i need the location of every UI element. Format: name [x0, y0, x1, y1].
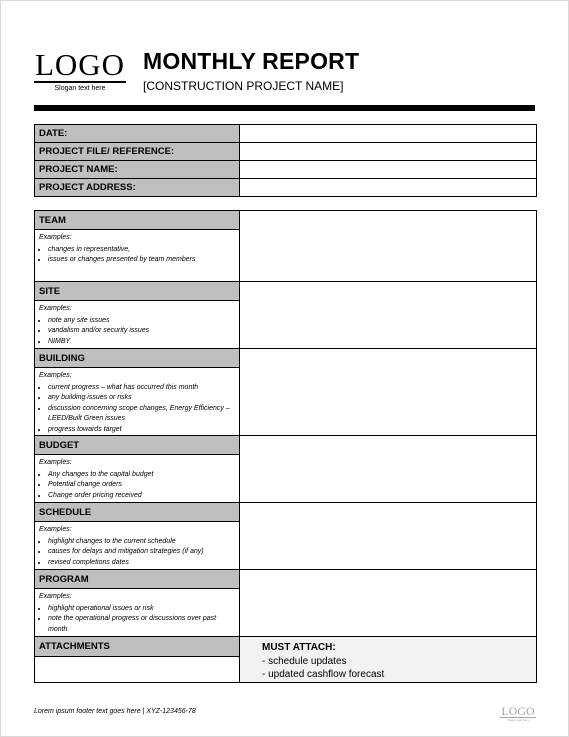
section-schedule-content[interactable]	[240, 503, 537, 570]
example-item: • any building issues or risks	[48, 393, 235, 404]
section-schedule-examples	[35, 522, 240, 570]
header-divider	[34, 105, 535, 111]
examples-label: Examples:	[39, 593, 72, 600]
info-row-name	[35, 161, 537, 179]
example-item: • causes for delays and mitigation strategies (if any)	[48, 547, 235, 558]
section-building-examples	[35, 368, 240, 436]
project-reference-field[interactable]	[240, 143, 537, 161]
examples-label: Examples:	[39, 305, 72, 312]
example-item: • highlight operational issues or risk	[48, 604, 235, 615]
project-reference-label: PROJECT FILE/ REFERENCE:	[35, 143, 240, 161]
date-label: DATE:	[35, 125, 240, 143]
section-site-content[interactable]	[240, 282, 537, 349]
section-budget-examples	[35, 455, 240, 503]
example-item: • vandalism and/or security issues	[48, 326, 235, 337]
info-row-date	[35, 125, 537, 143]
example-item: • Change order pricing received	[48, 491, 235, 502]
date-field[interactable]	[240, 125, 537, 143]
example-item: • highlight changes to the current schedule	[48, 537, 235, 548]
examples-label: Examples:	[39, 526, 72, 533]
section-team-examples	[35, 230, 240, 282]
section-site-label: SITE	[35, 282, 240, 301]
section-program-label: PROGRAM	[35, 570, 240, 589]
section-site-examples	[35, 301, 240, 349]
example-item: • revised completions dates	[48, 558, 235, 569]
footer-logo	[500, 705, 536, 722]
attachment-item: - updated cashflow forecast	[262, 669, 385, 680]
example-item: • Potential change orders	[48, 480, 235, 491]
attachment-item: - schedule updates	[262, 655, 347, 667]
section-site-header	[35, 282, 537, 301]
must-attach-heading: MUST ATTACH:	[262, 642, 336, 653]
example-item: • progress towards target	[48, 425, 235, 436]
project-name-field[interactable]	[240, 161, 537, 179]
logo-text: LOGO	[34, 47, 126, 82]
attachments-blank-cell[interactable]	[35, 656, 240, 682]
example-item: • current progress – what has occurred this month	[48, 383, 235, 394]
example-item: • issues or changes presented by team members	[48, 255, 235, 266]
section-schedule-header	[35, 503, 537, 522]
example-item: • note any site issues	[48, 316, 235, 327]
project-address-label: PROJECT ADDRESS:	[35, 179, 240, 197]
footer-text: Lorem ipsum footer text goes here | XYZ-123456-78	[34, 708, 196, 715]
section-building-header	[35, 349, 537, 368]
examples-label: Examples:	[39, 372, 72, 379]
example-item: • discussion concerning scope changes, Energy Efficiency – LEED/Built Green issues	[48, 404, 235, 425]
section-team-content[interactable]	[240, 211, 537, 282]
section-team-header	[35, 211, 537, 230]
company-logo	[34, 47, 126, 92]
section-program-examples	[35, 589, 240, 637]
footer-logo-text: LOGO	[501, 704, 535, 718]
section-budget-content[interactable]	[240, 436, 537, 503]
example-item: • note the operational progress or discussions over past month	[48, 614, 235, 635]
logo-slogan: Slogan text here	[54, 85, 106, 92]
section-building-content[interactable]	[240, 349, 537, 436]
info-row-reference	[35, 143, 537, 161]
section-program-content[interactable]	[240, 570, 537, 637]
section-attachments-label: ATTACHMENTS	[35, 637, 240, 657]
section-team-label: TEAM	[35, 211, 240, 230]
report-sections-table	[34, 210, 537, 683]
examples-label: Examples:	[39, 459, 72, 466]
section-budget-label: BUDGET	[35, 436, 240, 455]
example-item: • NIMBY	[48, 337, 235, 348]
project-name-label: PROJECT NAME:	[35, 161, 240, 179]
section-attachments-header	[35, 637, 537, 657]
footer-logo-slogan: Slogan text here	[507, 718, 529, 722]
examples-label: Examples:	[39, 234, 72, 241]
project-info-table	[34, 124, 537, 197]
report-title: MONTHLY REPORT	[143, 48, 360, 74]
info-row-address	[35, 179, 537, 197]
example-item: • changes in representative,	[48, 245, 235, 256]
section-building-label: BUILDING	[35, 349, 240, 368]
section-program-header	[35, 570, 537, 589]
project-name-placeholder[interactable]: [CONSTRUCTION PROJECT NAME]	[143, 79, 344, 93]
section-budget-header	[35, 436, 537, 455]
attachments-box[interactable]	[240, 637, 537, 683]
section-schedule-label: SCHEDULE	[35, 503, 240, 522]
project-address-field[interactable]	[240, 179, 537, 197]
example-item: • Any changes to the capital budget	[48, 470, 235, 481]
